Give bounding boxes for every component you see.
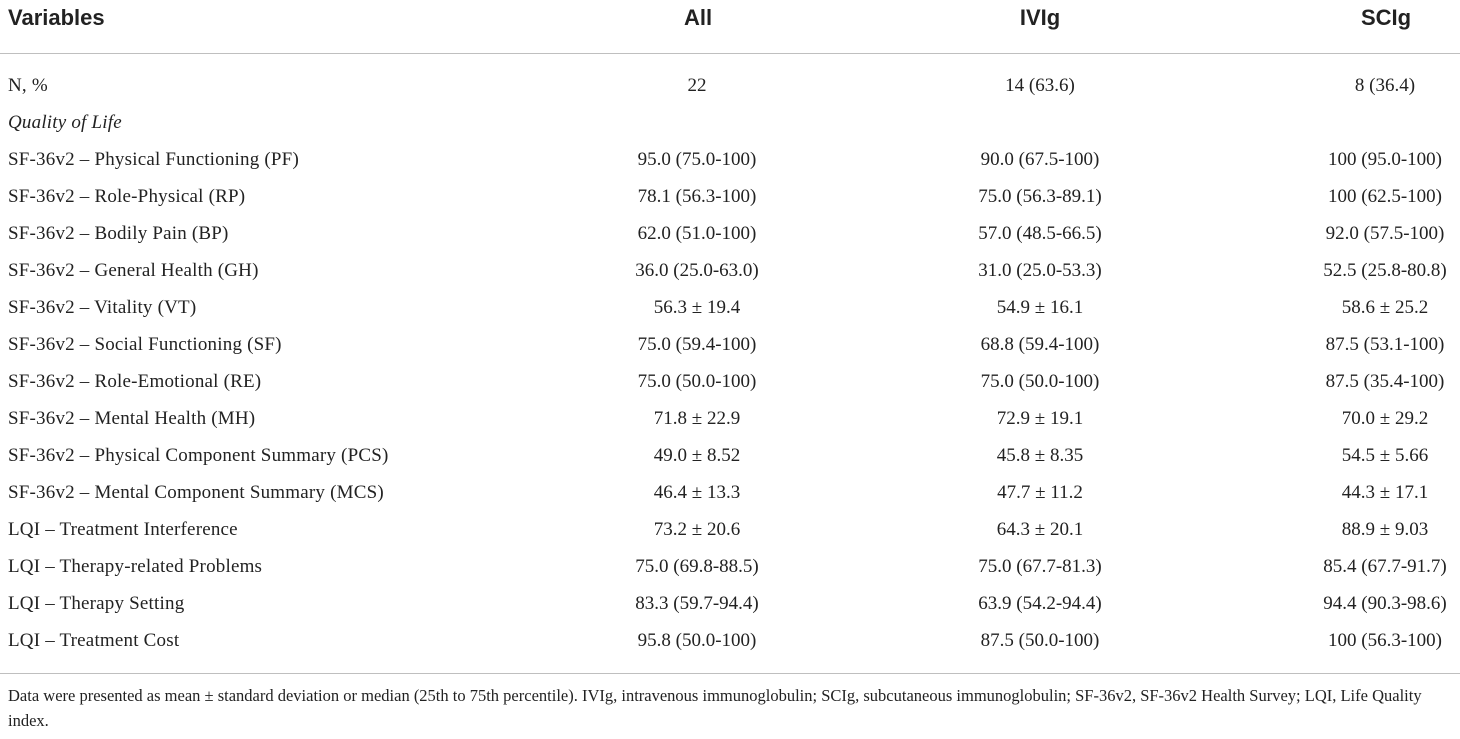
cell-ivig: 47.7 ± 11.2 <box>997 482 1083 503</box>
row-label: SF-36v2 – Mental Component Summary (MCS) <box>8 482 384 503</box>
cell-all: 62.0 (51.0-100) <box>637 223 757 244</box>
table-row <box>0 585 1460 622</box>
cell-ivig: 72.9 ± 19.1 <box>996 408 1084 429</box>
cell-ivig: 54.9 ± 16.1 <box>996 297 1084 318</box>
cell-ivig: 64.3 ± 20.1 <box>996 519 1084 540</box>
cell-scig: 100 (56.3-100) <box>1328 630 1442 651</box>
row-label: LQI – Therapy-related Problems <box>8 556 263 577</box>
table-row <box>0 511 1460 548</box>
cell-all: 83.3 (59.7-94.4) <box>635 593 759 614</box>
row-label: SF-36v2 – Bodily Pain (BP) <box>8 223 229 244</box>
cell-all: 95.0 (75.0-100) <box>637 149 757 170</box>
cell-all: 71.8 ± 22.9 <box>653 408 741 429</box>
row-label: SF-36v2 – Mental Health (MH) <box>8 408 256 429</box>
cell-scig: 8 (36.4) <box>1354 75 1416 96</box>
row-label: SF-36v2 – Role-Emotional (RE) <box>8 371 262 392</box>
cell-all: 49.0 ± 8.52 <box>653 445 741 466</box>
section-row <box>0 104 1460 141</box>
cell-all: 22 <box>687 75 707 96</box>
table-row <box>0 178 1460 215</box>
table-row <box>0 289 1460 326</box>
table-row <box>0 437 1460 474</box>
cell-all: 56.3 ± 19.4 <box>653 297 741 318</box>
cell-scig: 58.6 ± 25.2 <box>1341 297 1429 318</box>
cell-scig: 70.0 ± 29.2 <box>1341 408 1429 429</box>
table-row <box>0 474 1460 511</box>
cell-all: 75.0 (50.0-100) <box>637 371 757 392</box>
row-label: SF-36v2 – General Health (GH) <box>8 260 259 281</box>
cell-ivig: 75.0 (56.3-89.1) <box>978 186 1102 207</box>
cell-scig: 44.3 ± 17.1 <box>1341 482 1429 503</box>
table-row <box>0 548 1460 585</box>
cell-ivig: 68.8 (59.4-100) <box>980 334 1100 355</box>
cell-ivig: 14 (63.6) <box>1005 75 1075 96</box>
cell-all: 73.2 ± 20.6 <box>653 519 741 540</box>
table-row <box>0 215 1460 252</box>
table-row <box>0 252 1460 289</box>
cell-scig: 52.5 (25.8-80.8) <box>1323 260 1447 281</box>
cell-scig: 87.5 (53.1-100) <box>1325 334 1445 355</box>
cell-ivig: 31.0 (25.0-53.3) <box>978 260 1102 281</box>
table-row <box>0 400 1460 437</box>
header-ivig: IVIg <box>1019 5 1061 30</box>
row-label: SF-36v2 – Physical Component Summary (PCS) <box>8 445 389 466</box>
row-label: N, % <box>8 75 48 96</box>
cell-all: 46.4 ± 13.3 <box>653 482 741 503</box>
cell-all: 75.0 (69.8-88.5) <box>635 556 759 577</box>
row-label: LQI – Treatment Interference <box>8 519 238 540</box>
header-scig: SCIg <box>1360 5 1412 30</box>
cell-all: 36.0 (25.0-63.0) <box>635 260 759 281</box>
cell-scig: 87.5 (35.4-100) <box>1325 371 1445 392</box>
cell-all: 75.0 (59.4-100) <box>637 334 757 355</box>
row-label: SF-36v2 – Vitality (VT) <box>8 297 197 318</box>
cell-all: 95.8 (50.0-100) <box>637 630 757 651</box>
row-label: SF-36v2 – Physical Functioning (PF) <box>8 149 299 170</box>
section-label: Quality of Life <box>8 112 122 133</box>
row-label: SF-36v2 – Role-Physical (RP) <box>8 186 246 207</box>
table-body <box>0 67 1460 659</box>
cell-ivig: 75.0 (67.7-81.3) <box>978 556 1102 577</box>
cell-scig: 92.0 (57.5-100) <box>1325 223 1445 244</box>
cell-ivig: 57.0 (48.5-66.5) <box>978 223 1102 244</box>
cell-scig: 85.4 (67.7-91.7) <box>1323 556 1447 577</box>
table-row <box>0 141 1460 178</box>
table-bottom-rule <box>0 673 1460 674</box>
cell-scig: 54.5 ± 5.66 <box>1341 445 1429 466</box>
cell-scig: 88.9 ± 9.03 <box>1341 519 1429 540</box>
cell-ivig: 87.5 (50.0-100) <box>980 630 1100 651</box>
cell-scig: 100 (95.0-100) <box>1328 149 1442 170</box>
cell-scig: 100 (62.5-100) <box>1328 186 1442 207</box>
header-variables: Variables <box>8 5 105 30</box>
header-all: All <box>683 5 713 30</box>
table-row <box>0 67 1460 104</box>
row-label: LQI – Treatment Cost <box>8 630 180 651</box>
row-label: SF-36v2 – Social Functioning (SF) <box>8 334 282 355</box>
cell-all: 78.1 (56.3-100) <box>637 186 757 207</box>
table-header <box>0 0 1460 54</box>
table-footnote: Data were presented as mean ± standard deviation or median (25th to 75th percentile). IVIg, intravenous immunoglobulin; SCIg, subcutaneous immunoglobulin; SF-36v2, SF-36v2 Health Survey; LQI, Life Quality index. <box>8 686 1422 730</box>
cell-ivig: 45.8 ± 8.35 <box>996 445 1084 466</box>
cell-scig: 94.4 (90.3-98.6) <box>1323 593 1447 614</box>
row-label: LQI – Therapy Setting <box>8 593 185 614</box>
cell-ivig: 90.0 (67.5-100) <box>980 149 1100 170</box>
table-row <box>0 622 1460 659</box>
table-row <box>0 326 1460 363</box>
table-row <box>0 363 1460 400</box>
cell-ivig: 75.0 (50.0-100) <box>980 371 1100 392</box>
cell-ivig: 63.9 (54.2-94.4) <box>978 593 1102 614</box>
